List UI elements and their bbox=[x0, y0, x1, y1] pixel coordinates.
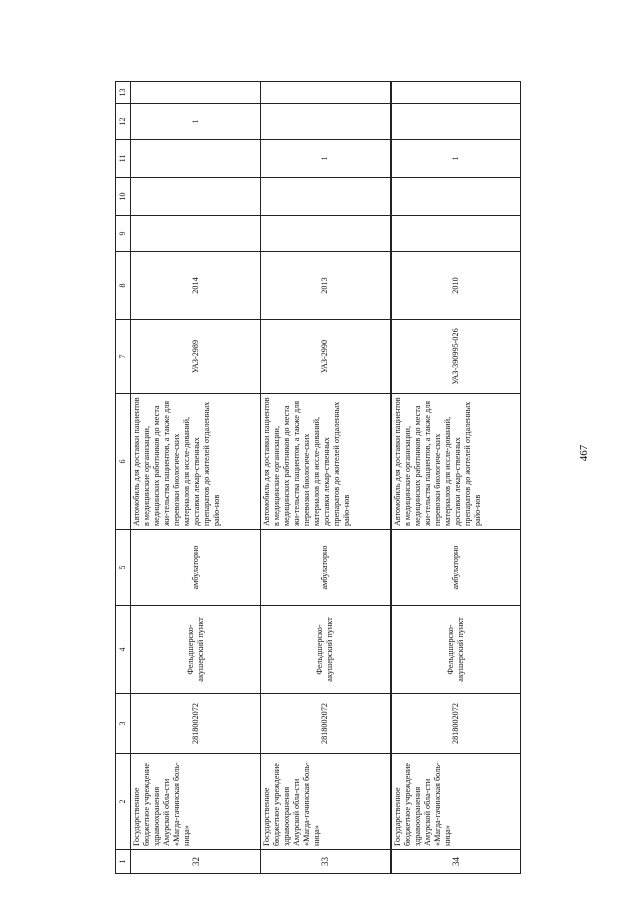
column-number: 5 bbox=[116, 530, 131, 606]
column-number: 2 bbox=[116, 754, 131, 850]
inn-cell: 2818002072 bbox=[391, 694, 521, 754]
column-9-cell bbox=[391, 216, 521, 252]
year-cell: 2013 bbox=[261, 252, 391, 320]
care-type-cell: амбулаторно bbox=[131, 530, 261, 606]
inn-cell: 2818002072 bbox=[261, 694, 391, 754]
column-13-cell bbox=[261, 82, 391, 104]
column-10-cell bbox=[391, 178, 521, 216]
column-13-cell bbox=[131, 82, 261, 104]
vehicle-table bbox=[115, 81, 521, 874]
table-row bbox=[391, 82, 521, 874]
table-row bbox=[131, 82, 261, 874]
organization-cell: Государственное бюджетное учреждение здравоохранения Амурской обла-сти «Магда-гачинская боль-ница» bbox=[131, 754, 261, 850]
care-type-cell: амбулаторно bbox=[391, 530, 521, 606]
year-cell: 2014 bbox=[131, 252, 261, 320]
column-11-cell bbox=[131, 140, 261, 178]
table-row bbox=[261, 82, 391, 874]
column-number: 10 bbox=[116, 178, 131, 216]
year-cell: 2010 bbox=[391, 252, 521, 320]
column-10-cell bbox=[131, 178, 261, 216]
vehicle-table-container bbox=[115, 82, 521, 874]
column-number: 11 bbox=[116, 140, 131, 178]
column-number-row bbox=[116, 82, 131, 874]
column-12-cell: 1 bbox=[131, 104, 261, 140]
vehicle-model-cell: УАЗ-2989 bbox=[131, 320, 261, 394]
column-number: 3 bbox=[116, 694, 131, 754]
column-9-cell bbox=[261, 216, 391, 252]
column-number: 6 bbox=[116, 394, 131, 530]
row-number: 33 bbox=[261, 850, 391, 874]
column-12-cell bbox=[261, 104, 391, 140]
unit-cell: Фельдшерско-акушерский пункт bbox=[391, 606, 521, 694]
column-10-cell bbox=[261, 178, 391, 216]
unit-cell: Фельдшерско-акушерский пункт bbox=[131, 606, 261, 694]
column-number: 9 bbox=[116, 216, 131, 252]
vehicle-purpose-cell: Автомобиль для доставки пациентов в медицинские организации, медицинских работников до места жи-тельства пациентов, а также для перевозки биологиче-ских материалов для иссле-дований, доставки лекар-ственных препаратов до жителей отдаленных райо-нов bbox=[261, 394, 391, 530]
care-type-cell: амбулаторно bbox=[261, 530, 391, 606]
row-number: 34 bbox=[391, 850, 521, 874]
column-11-cell: 1 bbox=[391, 140, 521, 178]
inn-cell: 2818002072 bbox=[131, 694, 261, 754]
column-number: 13 bbox=[116, 82, 131, 104]
column-13-cell bbox=[391, 82, 521, 104]
column-9-cell bbox=[131, 216, 261, 252]
vehicle-model-cell: УАЗ-2990 bbox=[261, 320, 391, 394]
page-number: 467 bbox=[578, 444, 590, 462]
organization-cell: Государственное бюджетное учреждение здравоохранения Амурской обла-сти «Магда-гачинская боль-ница» bbox=[391, 754, 521, 850]
unit-cell: Фельдшерско-акушерский пункт bbox=[261, 606, 391, 694]
vehicle-purpose-cell: Автомобиль для доставки пациентов в медицинские организации, медицинских работников до места жи-тельства пациентов, а также для перевозки биологиче-ских материалов для иссле-дований, доставки лекар-ственных препаратов до жителей отдаленных райо-нов bbox=[131, 394, 261, 530]
organization-cell: Государственное бюджетное учреждение здравоохранения Амурской обла-сти «Магда-гачинская боль-ница» bbox=[261, 754, 391, 850]
column-number: 7 bbox=[116, 320, 131, 394]
column-12-cell bbox=[391, 104, 521, 140]
column-number: 1 bbox=[116, 850, 131, 874]
row-number: 32 bbox=[131, 850, 261, 874]
vehicle-model-cell: УАЗ-390995-026 bbox=[391, 320, 521, 394]
vehicle-purpose-cell: Автомобиль для доставки пациентов в медицинские организации, медицинских работников до места жи-тельства пациентов, а также для перевозки биологиче-ских материалов для иссле-дований, доставки лекар-ственных препаратов до жителей отдаленных райо-нов bbox=[391, 394, 521, 530]
column-number: 4 bbox=[116, 606, 131, 694]
column-number: 12 bbox=[116, 104, 131, 140]
column-11-cell: 1 bbox=[261, 140, 391, 178]
column-number: 8 bbox=[116, 252, 131, 320]
